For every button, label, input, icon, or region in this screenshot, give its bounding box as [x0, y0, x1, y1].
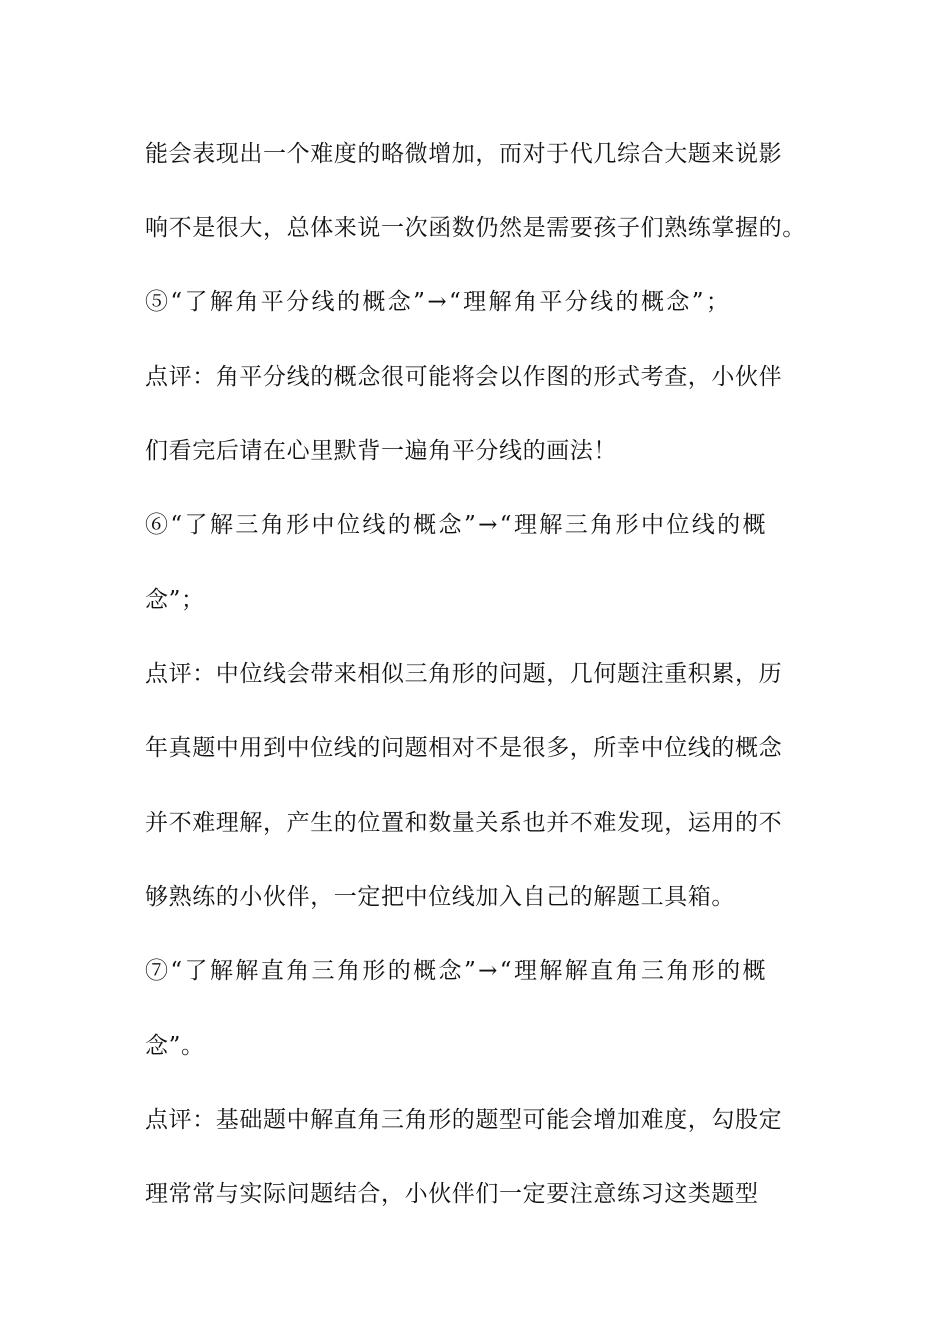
text-line: 够熟练的小伙伴，一定把中位线加入自己的解题工具箱。 [145, 884, 735, 910]
text-line: 念”。 [145, 1033, 205, 1059]
text-line: 点评：角平分线的概念很可能将会以作图的形式考查，小伙伴 [145, 364, 783, 390]
text-line: ⑥“了解三角形中位线的概念”→“理解三角形中位线的概 [145, 512, 768, 538]
text-line: 念”； [145, 587, 205, 613]
text-line: 理常常与实际问题结合，小伙伴们一定要注意练习这类题型 [145, 1181, 759, 1207]
text-line: 点评：基础题中解直角三角形的题型可能会增加难度，勾股定 [145, 1107, 783, 1133]
text-line: ⑤“了解角平分线的概念”→“理解角平分线的概念”； [145, 289, 732, 315]
text-line: 点评：中位线会带来相似三角形的问题，几何题注重积累，历 [145, 661, 783, 687]
text-line: ⑦“了解解直角三角形的概念”→“理解解直角三角形的概 [145, 958, 768, 984]
text-line: 并不难理解，产生的位置和数量关系也并不难发现，运用的不 [145, 810, 783, 836]
text-line: 年真题中用到中位线的问题相对不是很多，所幸中位线的概念 [145, 735, 783, 761]
text-line: 能会表现出一个难度的略微增加，而对于代几综合大题来说影 [145, 141, 783, 167]
text-line: 响不是很大，总体来说一次函数仍然是需要孩子们熟练掌握的。 [145, 215, 806, 241]
text-line: 们看完后请在心里默背一遍角平分线的画法！ [145, 438, 617, 464]
